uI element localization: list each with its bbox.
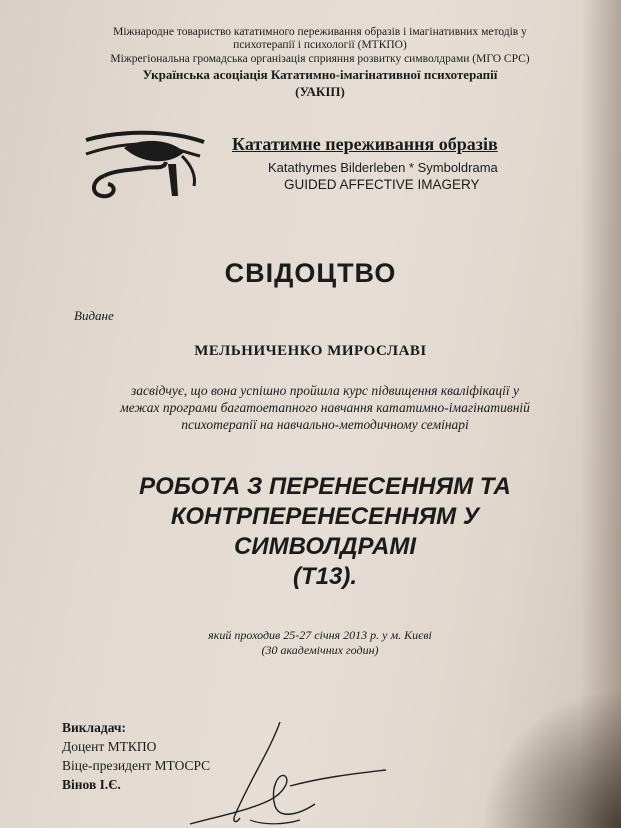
header-line-1: Міжнародне товариство кататимного переживання образів і імагінативних методів у bbox=[113, 26, 527, 38]
body-text-line-2: межах програми багатоетапного навчання кататимно-імагінативній bbox=[120, 400, 530, 415]
recipient-name: МЕЛЬНИЧЕНКО МИРОСЛАВІ bbox=[194, 343, 427, 359]
issued-label: Видане bbox=[74, 308, 114, 323]
signatory-label: Викладач: bbox=[62, 720, 127, 735]
course-title-line-2: КОНТРПЕРЕНЕСЕННЯМ У bbox=[170, 503, 480, 530]
logo-title: Кататимне переживання образів bbox=[232, 134, 498, 154]
certificate-title: СВІДОЦТВО bbox=[224, 258, 397, 288]
course-code: (Т13). bbox=[292, 563, 357, 590]
signatory-position-2: Віце-президент МТОСРС bbox=[62, 758, 211, 773]
date-line: який проходив 25-27 січня 2013 р. у м. Києві bbox=[208, 628, 432, 642]
paper-corner-shadow bbox=[481, 688, 621, 828]
eye-of-horus-icon bbox=[84, 126, 208, 202]
header-line-3: Міжрегіональна громадська організація сприяння розвитку символдрами (МГО СРС) bbox=[110, 53, 530, 65]
header-line-5: (УАКІП) bbox=[295, 84, 345, 99]
logo-subtitle-2: GUIDED AFFECTIVE IMAGERY bbox=[284, 177, 480, 192]
body-text-line-1: засвідчує, що вона успішно пройшла курс підвищення кваліфікації у bbox=[130, 383, 520, 398]
hours-line: (30 академічних годин) bbox=[261, 643, 379, 657]
header-line-2: психотерапії і психології (МТКПО) bbox=[233, 39, 407, 51]
header-line-4: Українська асоціація Кататимно-імагінативної психотерапії bbox=[142, 67, 498, 82]
body-text-line-3: психотерапії на навчально-методичному семінарі bbox=[181, 417, 469, 432]
logo-subtitle-1: Katathymes Bilderleben * Symboldrama bbox=[268, 160, 498, 175]
signatory-position-1: Доцент МТКПО bbox=[62, 739, 157, 754]
handwritten-signature bbox=[150, 720, 390, 828]
signatory-name: Вінов І.Є. bbox=[62, 777, 121, 792]
course-title-line-1: РОБОТА З ПЕРЕНЕСЕННЯМ ТА bbox=[139, 473, 511, 500]
course-title-line-3: СИМВОЛДРАМІ bbox=[234, 533, 416, 560]
